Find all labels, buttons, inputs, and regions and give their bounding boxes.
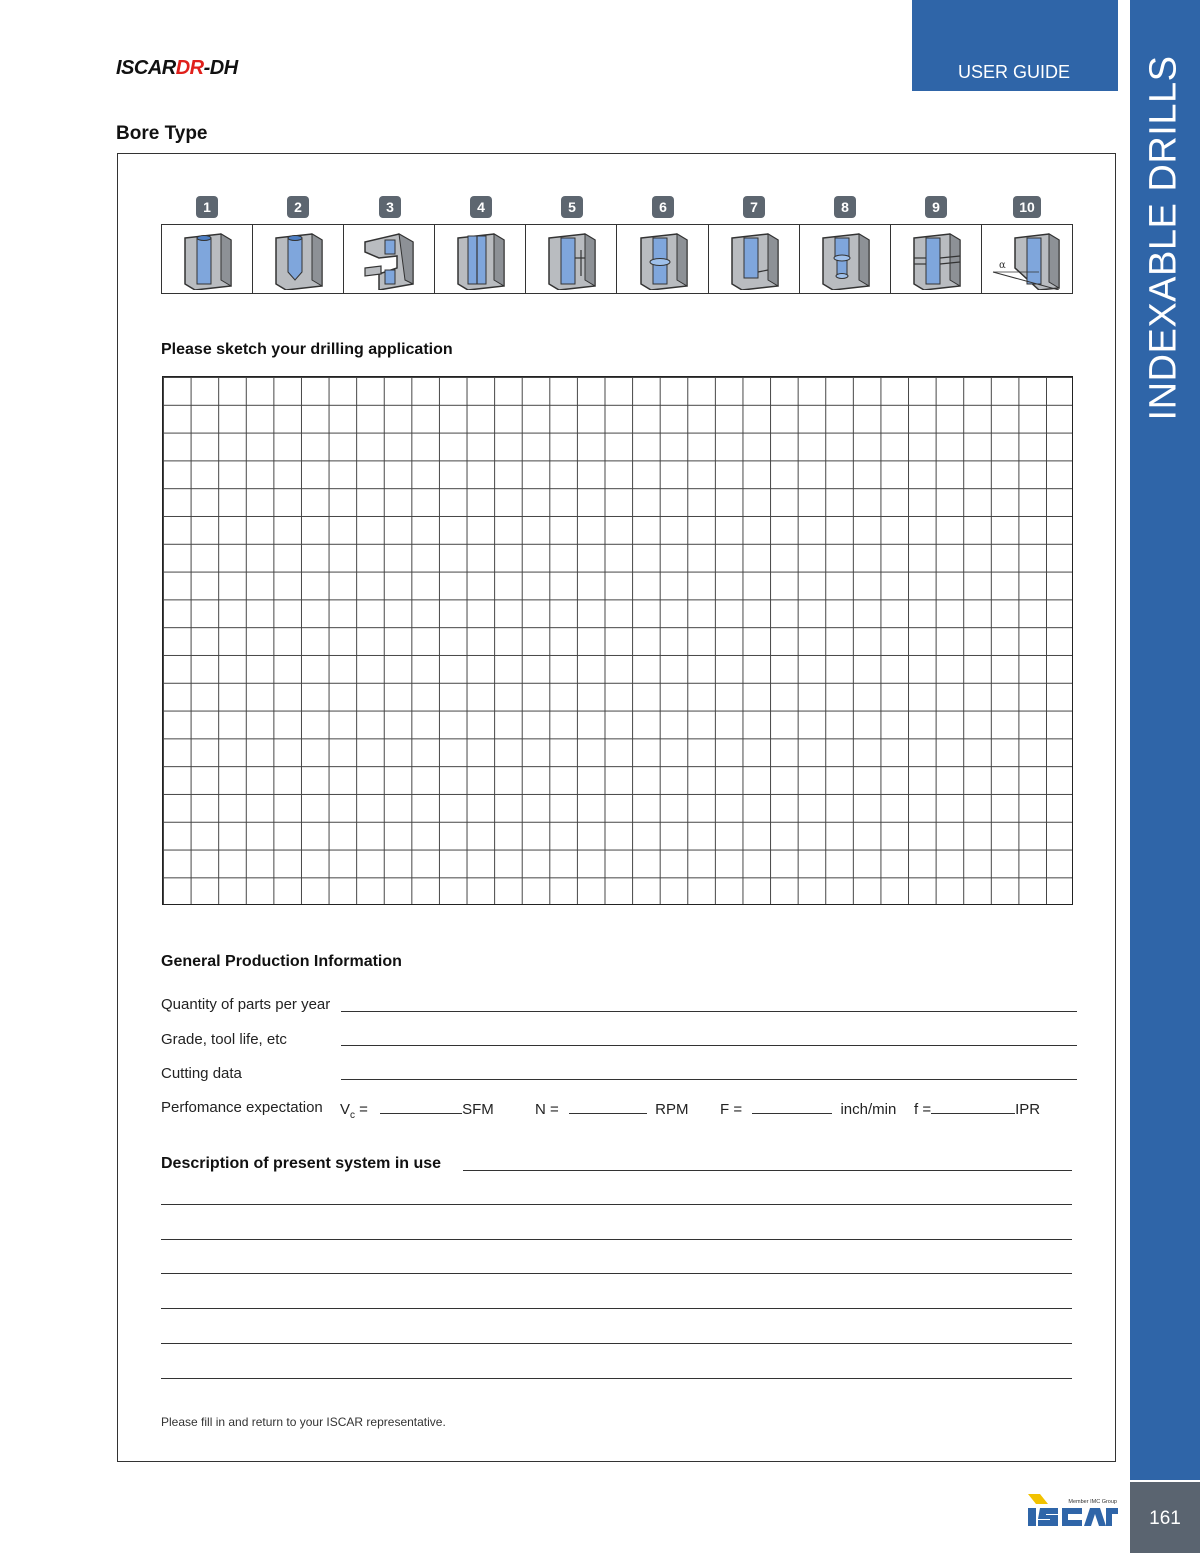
f2-unit: IPR — [1015, 1101, 1041, 1118]
description-field[interactable] — [463, 1170, 1072, 1171]
iscar-brand-logo — [1026, 1492, 1118, 1530]
f2-label: f = — [914, 1101, 932, 1118]
description-title: Description of present system in use — [161, 1155, 442, 1172]
sketch-grid[interactable] — [162, 376, 1073, 905]
stepped-hole-icon — [541, 228, 601, 290]
vc-field[interactable] — [380, 1099, 462, 1114]
angle-alpha-symbol: α — [998, 260, 1006, 271]
f-unit: inch/min — [840, 1101, 897, 1118]
bore-number-row — [162, 196, 1072, 220]
bore-type-cell[interactable] — [344, 225, 435, 293]
vc-group — [340, 1099, 494, 1121]
logo-dh: -DH — [203, 57, 238, 79]
logo-iscar: ISCAR — [116, 57, 176, 79]
logo-dr: DR — [175, 57, 204, 79]
vc-unit: SFM — [462, 1101, 494, 1118]
bore-number-badge: 9 — [925, 196, 947, 218]
vc-subscript: c — [350, 1110, 356, 1121]
f-group — [720, 1099, 896, 1118]
bore-number-badge: 1 — [196, 196, 218, 218]
production-title: General Production Information — [161, 953, 402, 970]
bore-number-badge: 10 — [1013, 196, 1041, 218]
bore-type-cell[interactable] — [435, 225, 526, 293]
cutting-data-field[interactable] — [341, 1079, 1077, 1080]
half-hole-icon — [450, 228, 510, 290]
n-field[interactable] — [569, 1099, 647, 1114]
brand-tagline: Member IMC Group — [1068, 1499, 1117, 1505]
performance-label: Perfomance expectation — [161, 1099, 323, 1116]
bore-type-cell[interactable] — [162, 225, 253, 293]
n-unit: RPM — [655, 1101, 689, 1118]
bore-type-cell[interactable] — [617, 225, 708, 293]
counterbore-hole-icon — [815, 228, 875, 290]
grade-field[interactable] — [341, 1045, 1077, 1046]
bore-type-cell[interactable] — [800, 225, 891, 293]
f-field[interactable] — [752, 1099, 832, 1114]
description-line[interactable] — [161, 1308, 1072, 1309]
bore-number-badge: 5 — [561, 196, 583, 218]
bore-type-cell[interactable] — [253, 225, 344, 293]
grade-label: Grade, tool life, etc — [161, 1031, 287, 1048]
bore-number-badge: 8 — [834, 196, 856, 218]
f-label: F = — [720, 1101, 743, 1118]
n-group — [535, 1099, 688, 1118]
description-line[interactable] — [161, 1204, 1072, 1205]
bore-number-badge: 2 — [287, 196, 309, 218]
f2-field[interactable] — [931, 1099, 1015, 1114]
bore-number-badge: 6 — [652, 196, 674, 218]
bore-type-cell[interactable] — [526, 225, 617, 293]
f2-group — [914, 1099, 1040, 1118]
cutting-data-label: Cutting data — [161, 1065, 242, 1082]
collar-hole-icon — [633, 228, 693, 290]
bore-type-row — [161, 224, 1073, 294]
user-guide-label: USER GUIDE — [957, 62, 1070, 82]
through-hole-icon — [177, 228, 237, 290]
bore-type-cell[interactable] — [709, 225, 800, 293]
bore-type-cell[interactable] — [982, 225, 1072, 293]
stacked-plates-icon — [906, 228, 966, 290]
sketch-title: Please sketch your drilling application — [161, 341, 453, 358]
section-title: Bore Type — [116, 123, 208, 144]
user-guide-banner — [912, 0, 1118, 91]
quantity-field[interactable] — [341, 1011, 1077, 1012]
vc-label: $V_c$ = — [340, 1101, 368, 1121]
description-line[interactable] — [161, 1273, 1072, 1274]
product-logo — [116, 57, 238, 80]
bore-type-cell[interactable] — [891, 225, 982, 293]
quantity-label: Quantity of parts per year — [161, 996, 331, 1013]
chapter-title: INDEXABLE DRILLS — [1142, 55, 1185, 421]
footnote: Please fill in and return to your ISCAR representative. — [161, 1415, 446, 1429]
bore-number-badge: 7 — [743, 196, 765, 218]
description-line[interactable] — [161, 1378, 1072, 1379]
description-line[interactable] — [161, 1343, 1072, 1344]
n-label: N = — [535, 1101, 559, 1118]
description-line[interactable] — [161, 1239, 1072, 1240]
bore-number-badge: 4 — [470, 196, 492, 218]
angled-entry-icon — [987, 228, 1067, 290]
bore-number-badge: 3 — [379, 196, 401, 218]
undercut-hole-icon — [724, 228, 784, 290]
page-number-box — [1130, 1482, 1200, 1553]
blind-hole-icon — [268, 228, 328, 290]
page-number: 161 — [1149, 1508, 1181, 1529]
cross-hole-icon — [359, 228, 419, 290]
